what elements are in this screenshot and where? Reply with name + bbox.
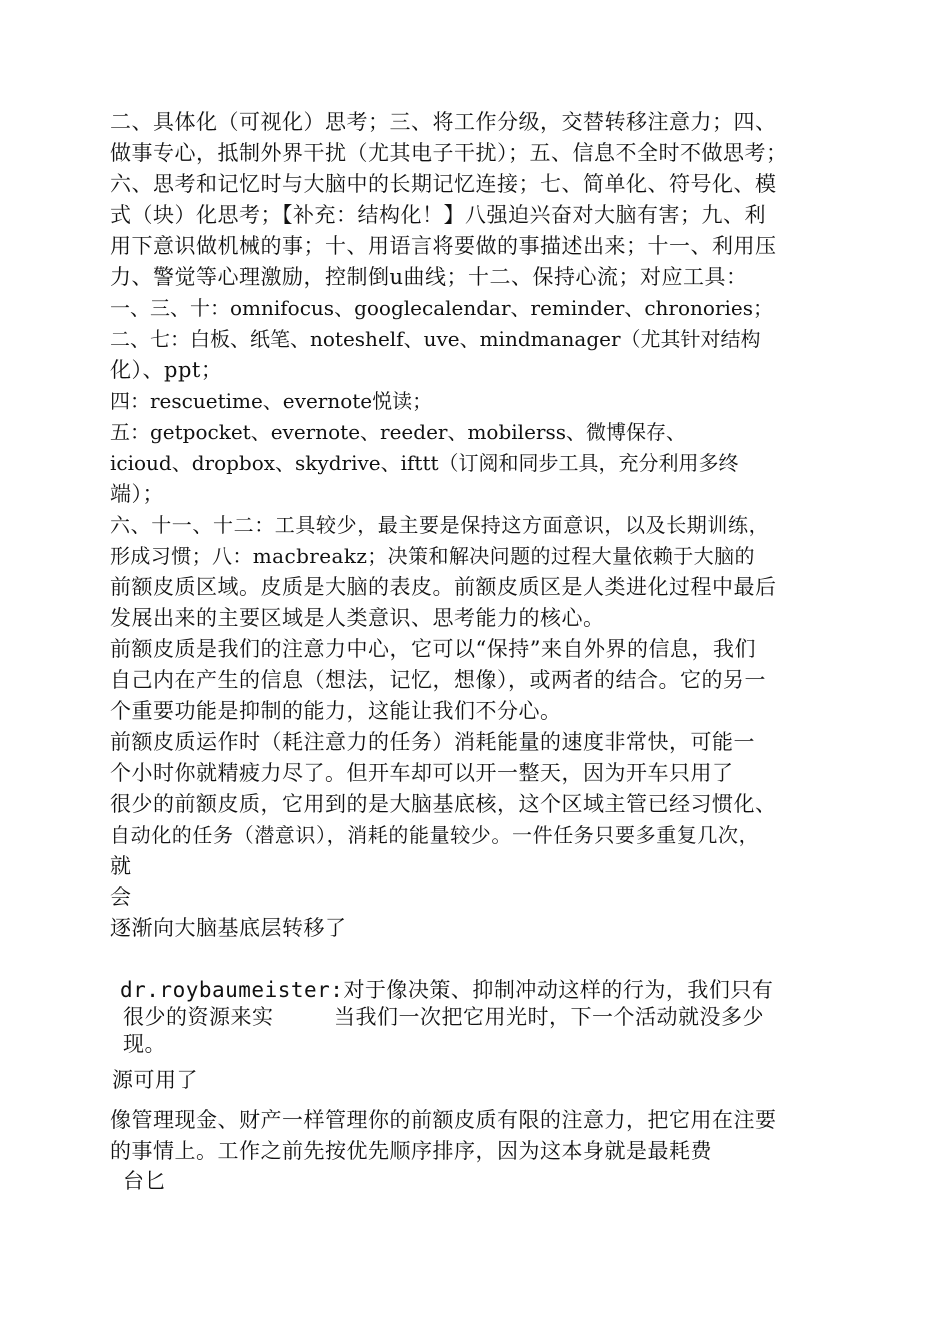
text-line-7: 一、三、十：omnifocus、googlecalendar、reminder、chronories； bbox=[110, 296, 774, 320]
text-line-22: 个小时你就精疲力尽了。但开车却可以开一整天，因为开车只用了 bbox=[110, 761, 734, 785]
text-line-2: 做事专心，抵制外界干扰（尤其电子干扰）；五、信息不全时不做思考； bbox=[110, 141, 788, 165]
text-line-27: 逐渐向大脑基底层转移了 bbox=[110, 916, 347, 940]
text-line-13: 端）； bbox=[110, 482, 164, 506]
quote-line-3: 现。 bbox=[123, 1032, 166, 1056]
quote-text-1: 对于像决策、抑制冲动这样的行为，我们只有 bbox=[343, 978, 774, 1002]
quote-line-4: 源可用了 bbox=[112, 1068, 198, 1092]
text-line-4: 式（块）化思考；【补充：结构化！】八强迫兴奋对大脑有害；九、利 bbox=[110, 203, 766, 227]
text-line-5: 用下意识做机械的事；十、用语言将要做的事描述出来；十一、利用压 bbox=[110, 234, 777, 258]
text-line-11: 五：getpocket、evernote、reeder、mobilerss、微博保存、 bbox=[110, 420, 686, 444]
quote-line-1 bbox=[120, 976, 773, 1004]
text-line-8: 二、七：白板、纸笔、noteshelf、uve、mindmanager（尤其针对结构 bbox=[110, 327, 761, 351]
quote-line-2a: 很少的资源来实 bbox=[123, 1005, 274, 1029]
closing-line-1: 像管理现金、财产一样管理你的前额皮质有限的注意力，把它用在注要 bbox=[110, 1108, 777, 1132]
closing-line-2: 的事情上。工作之前先按优先顺序排序，因为这本身就是最耗费 bbox=[110, 1139, 712, 1163]
text-line-19: 自己内在产生的信息（想法，记忆，想像），或两者的结合。它的另一 bbox=[110, 668, 766, 692]
text-line-15: 形成习惯；八：macbreakz；决策和解决问题的过程大量依赖于大脑的 bbox=[110, 544, 755, 568]
text-line-9: 化）、ppt； bbox=[110, 358, 223, 382]
text-line-12: icioud、dropbox、skydrive、ifttt（订阅和同步工具，充分利用多终 bbox=[110, 451, 739, 475]
text-line-17: 发展出来的主要区域是人类意识、思考能力的核心。 bbox=[110, 606, 605, 630]
quote-speaker: dr.roybaumeister: bbox=[120, 978, 344, 1002]
text-line-14: 六、十一、十二：工具较少，最主要是保持这方面意识，以及长期训练， bbox=[110, 513, 770, 537]
text-line-3: 六、思考和记忆时与大脑中的长期记忆连接；七、简单化、符号化、模 bbox=[110, 172, 777, 196]
text-line-24: 自动化的任务（潜意识），消耗的能量较少。一件任务只要多重复几次， bbox=[110, 823, 760, 847]
text-line-25: 就 bbox=[110, 854, 132, 878]
closing-line-3: 台匕 bbox=[123, 1169, 166, 1193]
quote-line-2b: 当我们一次把它用光时，下一个活动就没多少 bbox=[334, 1005, 764, 1029]
text-line-1: 二、具体化（可视化）思考；三、将工作分级，交替转移注意力；四、 bbox=[110, 110, 777, 134]
text-line-18: 前额皮质是我们的注意力中心，它可以“保持”来自外界的信息，我们 bbox=[110, 637, 756, 661]
text-line-6: 力、警觉等心理激励，控制倒u曲线；十二、保持心流；对应工具： bbox=[110, 265, 748, 289]
text-line-10: 四：rescuetime、evernote悦读； bbox=[110, 389, 433, 413]
text-line-26: 会 bbox=[110, 885, 132, 909]
text-line-23: 很少的前额皮质，它用到的是大脑基底核，这个区域主管已经习惯化、 bbox=[110, 792, 777, 816]
text-line-21: 前额皮质运作时（耗注意力的任务）消耗能量的速度非常快，可能一 bbox=[110, 730, 755, 754]
text-line-16: 前额皮质区域。皮质是大脑的表皮。前额皮质区是人类进化过程中最后 bbox=[110, 575, 777, 599]
text-line-20: 个重要功能是抑制的能力，这能让我们不分心。 bbox=[110, 699, 562, 723]
